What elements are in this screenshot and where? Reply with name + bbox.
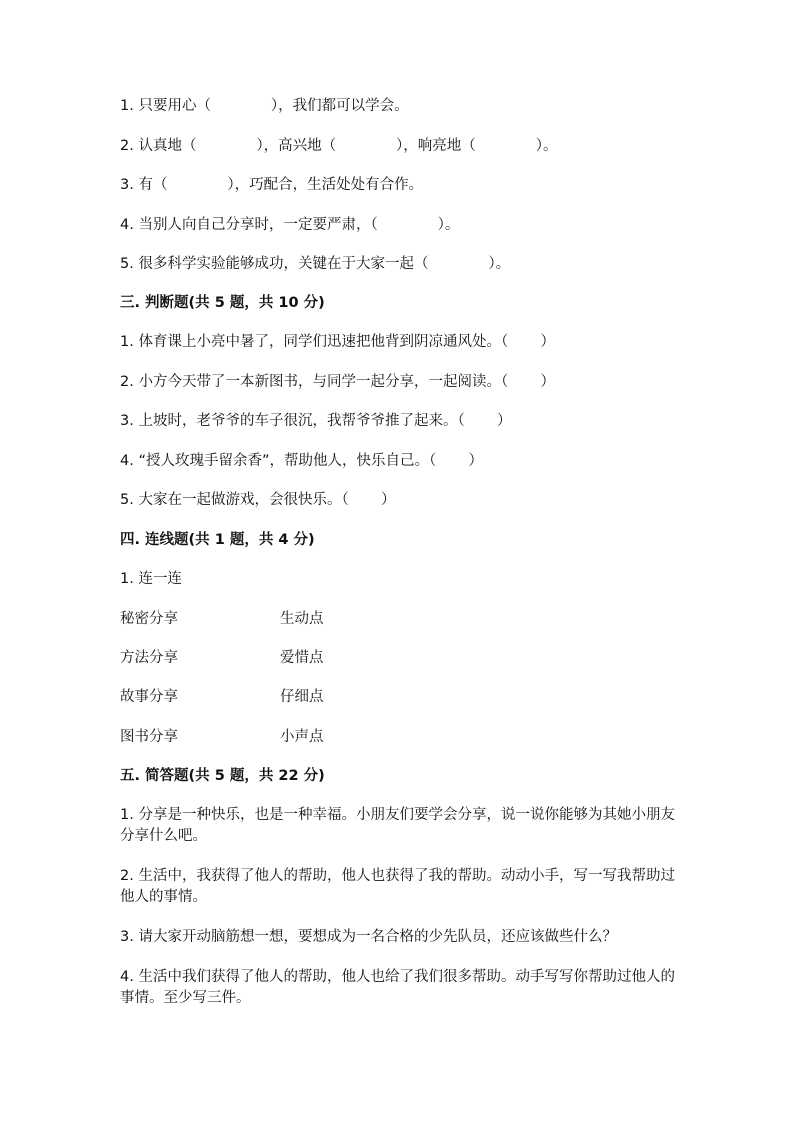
fill-item: 3. 有（ ），巧配合，生活处处有合作。 — [120, 177, 424, 193]
judge-item: 1. 体育课上小亮中暑了，同学们迅速把他背到阴凉通风处。（ ） — [120, 334, 555, 350]
fill-item: 1. 只要用心（ ），我们都可以学会。 — [120, 98, 409, 114]
short-answer-item: 3. 请大家开动脑筋想一想，要想成为一名合格的少先队员，还应该做些什么？ — [120, 929, 617, 945]
short-answer-item: 1. 分享是一种快乐，也是一种幸福。小朋友们要学会分享，说一说你能够为其她小朋友分享什么吧。 — [120, 807, 675, 844]
match-right-item: 生动点 — [280, 611, 324, 627]
fill-item: 2. 认真地（ ），高兴地（ ），响亮地（ ）。 — [120, 138, 558, 154]
match-left-item: 方法分享 — [120, 650, 178, 666]
match-left-item: 图书分享 — [120, 729, 178, 745]
short-answer-item: 2. 生活中，我获得了他人的帮助，他人也获得了我的帮助。动动小手，写一写我帮助过他人的事情。 — [120, 868, 675, 905]
judge-item: 3. 上坡时，老爷爷的车子很沉，我帮爷爷推了起来。（ ） — [120, 413, 512, 429]
fill-item: 5. 很多科学实验能够成功，关键在于大家一起（ ）。 — [120, 256, 511, 272]
match-right-item: 爱惜点 — [280, 650, 324, 666]
judge-item: 5. 大家在一起做游戏，会很快乐。（ ） — [120, 492, 396, 508]
section-title-judge: 三. 判断题(共 5 题，共 10 分) — [120, 295, 325, 311]
matching-question: 1. 连一连 — [120, 571, 182, 587]
judge-item: 2. 小方今天带了一本新图书，与同学一起分享，一起阅读。（ ） — [120, 374, 555, 390]
fill-item: 4. 当别人向自己分享时，一定要严肃，（ ）。 — [120, 217, 460, 233]
short-answer-item: 4. 生活中我们获得了他人的帮助，他人也给了我们很多帮助。动手写写你帮助过他人的事情。至少写三件。 — [120, 969, 675, 1006]
match-right-item: 仔细点 — [280, 689, 324, 705]
match-left-item: 故事分享 — [120, 689, 178, 705]
match-left-item: 秘密分享 — [120, 611, 178, 627]
section-title-short-answer: 五. 简答题(共 5 题，共 22 分) — [120, 768, 325, 784]
judge-item: 4. “授人玫瑰手留余香”，帮助他人，快乐自己。（ ） — [120, 453, 483, 469]
match-right-item: 小声点 — [280, 729, 324, 745]
section-title-matching: 四. 连线题(共 1 题，共 4 分) — [120, 532, 315, 548]
